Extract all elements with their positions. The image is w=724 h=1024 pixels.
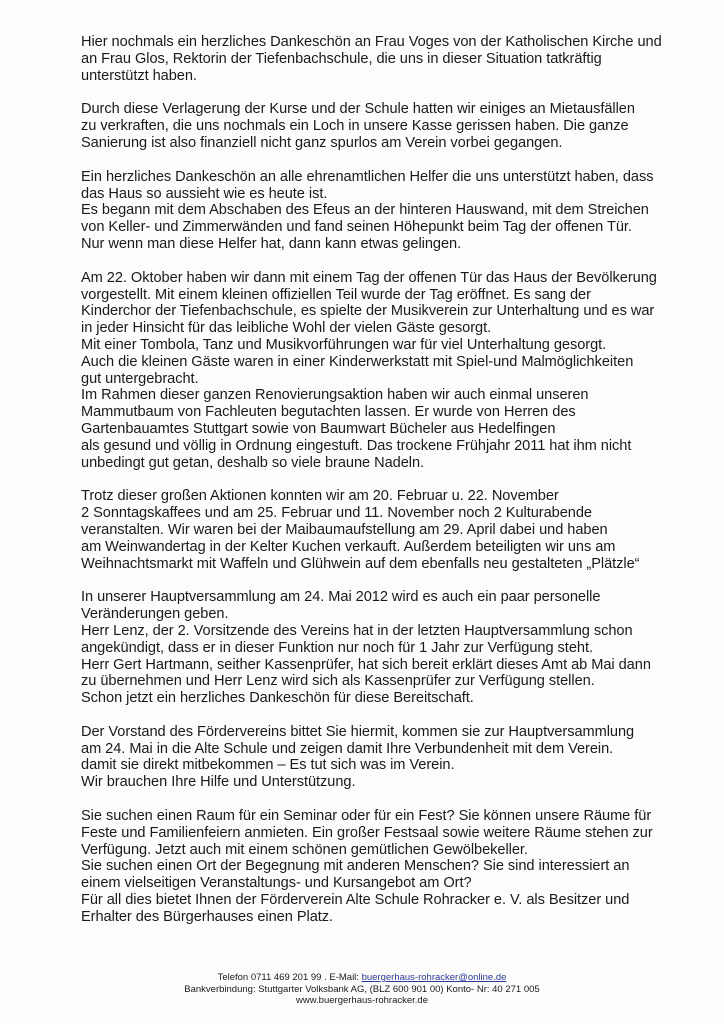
paragraph-rent-losses	[81, 101, 701, 151]
text-line: Feste und Familienfeiern anmieten. Ein großer Festsaal sowie weitere Räume stehen zur	[81, 824, 653, 841]
text-line: Veränderungen geben.	[81, 606, 229, 623]
text-line: Nur wenn man diese Helfer hat, dann kann etwas gelingen.	[81, 235, 462, 252]
footer-bank-line: Bankverbindung: Stuttgarter Volksbank AG, (BLZ 600 901 00) Konto- Nr: 40 271 005	[184, 983, 540, 995]
text-line: Herr Lenz, der 2. Vorsitzende des Vereins hat in der letzten Hauptversammlung schon	[81, 622, 633, 639]
text-line: als gesund und völlig in Ordnung eingestuft. Das trockene Frühjahr 2011 hat ihm nicht	[81, 437, 632, 454]
text-line: Sanierung ist also finanziell nicht ganz spurlos am Verein vorbei gegangen.	[81, 134, 563, 151]
text-line: Es begann mit dem Abschaben des Efeus an der hinteren Hauswand, mit dem Streichen	[81, 202, 649, 219]
text-line: damit sie direkt mitbekommen – Es tut sich was im Verein.	[81, 757, 455, 774]
text-line: einem vielseitigen Veranstaltungs- und Kursangebot am Ort?	[81, 875, 472, 892]
text-line: angekündigt, dass er in dieser Funktion nur noch für 1 Jahr zur Verfügung steht.	[81, 639, 593, 656]
text-line: am 24. Mai in die Alte Schule und zeigen damit Ihre Verbundenheit mit dem Verein.	[81, 740, 614, 757]
paragraph-events	[81, 488, 701, 572]
text-line: Erhalter des Bürgerhauses einen Platz.	[81, 908, 334, 925]
text-line: Durch diese Verlagerung der Kurse und der Schule hatten wir einiges an Mietausfällen	[81, 101, 635, 118]
text-line: Kinderchor der Tiefenbachschule, es spielte der Musikverein zur Unterhaltung und es war	[81, 303, 655, 320]
text-line: Herr Gert Hartmann, seither Kassenprüfer, hat sich bereit erklärt dieses Amt ab Mai dann	[81, 656, 651, 673]
text-line: 2 Sonntagskaffees und am 25. Februar und 11. November noch 2 Kulturabende	[81, 505, 592, 522]
footer-email-link[interactable]: buergerhaus-rohracker@online.de	[361, 972, 507, 983]
footer-contact-line	[0, 972, 724, 984]
text-line: Mammutbaum von Fachleuten begutachten lassen. Er wurde von Herren des	[81, 404, 576, 421]
paragraph-room-rental	[81, 808, 701, 926]
text-line: Sie suchen einen Ort der Begegnung mit anderen Menschen? Sie sind interessiert an	[81, 858, 630, 875]
text-line: Wir brauchen Ihre Hilfe und Unterstützung.	[81, 774, 356, 791]
text-line: Im Rahmen dieser ganzen Renovierungsaktion haben wir auch einmal unseren	[81, 387, 589, 404]
text-line: Sie suchen einen Raum für ein Seminar oder für ein Fest? Sie können unsere Räume für	[81, 808, 652, 825]
paragraph-general-meeting	[81, 589, 701, 707]
text-line: Der Vorstand des Fördervereins bittet Sie hiermit, kommen sie zur Hauptversammlung	[81, 723, 635, 740]
text-line: Ein herzliches Dankeschön an alle ehrenamtlichen Helfer die uns unterstützt haben, dass	[81, 168, 654, 185]
text-line: in jeder Hinsicht für das leibliche Wohl der vielen Gäste gesorgt.	[81, 320, 492, 337]
text-line: von Keller- und Zimmerwänden und fand seinen Höhepunkt beim Tag der offenen Tür.	[81, 219, 632, 236]
text-line: Schon jetzt ein herzliches Dankeschön für diese Bereitschaft.	[81, 690, 474, 707]
paragraph-invitation	[81, 724, 701, 791]
text-line: Trotz dieser großen Aktionen konnten wir am 20. Februar u. 22. November	[81, 488, 559, 505]
text-line: Weihnachtsmarkt mit Waffeln und Glühwein auf dem ebenfalls neu gestalteten „Plätzle“	[81, 555, 640, 572]
text-line: zu verkraften, die uns nochmals ein Loch in unsere Kasse gerissen haben. Die ganze	[81, 118, 629, 135]
text-line: Mit einer Tombola, Tanz und Musikvorführungen war für viel Unterhaltung gesorgt.	[81, 336, 607, 353]
text-line: Gartenbauamtes Stuttgart sowie von Baumwart Bücheler aus Hedelfingen	[81, 420, 556, 437]
letter-footer	[0, 972, 724, 1007]
text-line: an Frau Glos, Rektorin der Tiefenbachschule, die uns in dieser Situation tatkräftig	[81, 50, 602, 67]
paragraph-thanks-voges-glos	[81, 34, 701, 84]
text-line: gut untergebracht.	[81, 370, 199, 387]
text-line: unbedingt gut getan, deshalb so viele braune Nadeln.	[81, 454, 425, 471]
text-line: zu übernehmen und Herr Lenz wird sich als Kassenprüfer zur Verfügung stellen.	[81, 673, 595, 690]
text-line: Auch die kleinen Gäste waren in einer Kinderwerkstatt mit Spiel-und Malmöglichkeiten	[81, 353, 634, 370]
text-line: Verfügung. Jetzt auch mit einem schönen gemütlichen Gewölbekeller.	[81, 841, 528, 858]
footer-phone-text: Telefon 0711 469 201 99 . E-Mail:	[217, 972, 362, 983]
text-line: Am 22. Oktober haben wir dann mit einem Tag der offenen Tür das Haus der Bevölkerung	[81, 269, 657, 286]
letter-body	[81, 34, 701, 943]
text-line: vorgestellt. Mit einem kleinen offiziellen Teil wurde der Tag eröffnet. Es sang der	[81, 286, 591, 303]
text-line: am Weinwandertag in der Kelter Kuchen verkauft. Außerdem beteiligten wir uns am	[81, 538, 616, 555]
footer-website-link[interactable]: www.buergerhaus-rohracker.de	[295, 995, 428, 1006]
text-line: unterstützt haben.	[81, 67, 197, 84]
paragraph-thanks-volunteers	[81, 169, 701, 253]
text-line: In unserer Hauptversammlung am 24. Mai 2012 wird es auch ein paar personelle	[81, 589, 601, 606]
text-line: Für all dies bietet Ihnen der Förderverein Alte Schule Rohracker e. V. als Besitzer und	[81, 892, 630, 909]
text-line: Hier nochmals ein herzliches Dankeschön an Frau Voges von der Katholischen Kirche und	[81, 34, 662, 50]
text-line: veranstalten. Wir waren bei der Maibaumaufstellung am 29. April dabei und haben	[81, 521, 608, 538]
paragraph-open-day	[81, 270, 701, 472]
text-line: das Haus so aussieht wie es heute ist.	[81, 185, 328, 202]
